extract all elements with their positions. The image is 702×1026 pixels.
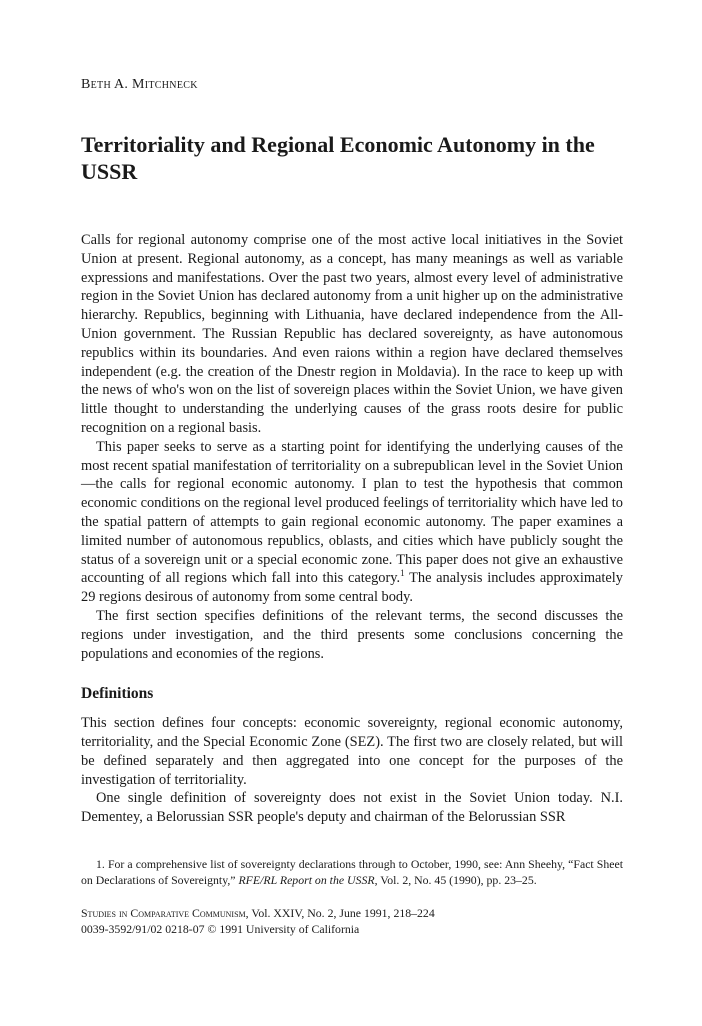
footnote-text-b: , Vol. 2, No. 45 (1990), pp. 23–25. bbox=[374, 873, 537, 887]
body-paragraph: This section defines four concepts: economic sovereignty, regional economic autonomy, territoriality, and the Special Economic Zone (SEZ). The first two are closely related, but will be defined separately and then aggregated into one concept for the purposes of the investigation of territoriality. bbox=[81, 715, 623, 788]
footnote-text-a: For a comprehensive list of sovereignty declarations through to October, 1990, see: Ann Sheehy, “Fact Sheet on Declarations of Sovereignty,” bbox=[81, 857, 623, 887]
body-paragraph bbox=[81, 438, 623, 607]
paragraph-text: The analysis includes approximately 29 regions desirous of autonomy from some central body. bbox=[81, 570, 623, 606]
footnote-text bbox=[81, 856, 623, 888]
footnote-number: 1. bbox=[96, 857, 108, 871]
footnote bbox=[81, 856, 623, 888]
article-title: Territoriality and Regional Economic Autonomy in the USSR bbox=[81, 132, 595, 184]
journal-name: Studies in Comparative Communism bbox=[81, 906, 246, 920]
journal-citation bbox=[81, 905, 623, 921]
journal-info bbox=[81, 905, 623, 937]
intro-paragraph: Calls for regional autonomy comprise one of the most active local initiatives in the Soviet Union at present. Regional autonomy, as a concept, has many meanings as well as variable expressions and manifestations. Over the past two years, almost every level of administrative region in the Soviet Union has declared autonomy from a unit higher up on the administrative hierarchy. Republics, beginning with Lithuania, have declared independence from the All-Union government. The Russian Republic has declared sovereignty, as have autonomous republics within its boundaries. And even raions within a region have declared themselves independent (e.g. the creation of the Dnestr region in Moldavia). In the race to keep up with the news of who's won on the list of sovereign places within the Soviet Union, we have given little thought to understanding the underlying causes of the grass roots desire for public recognition on a regional basis. bbox=[81, 232, 623, 436]
footnote-report-title: RFE/RL Report on the USSR bbox=[238, 873, 375, 887]
copyright-line: 0039-3592/91/02 0218-07 © 1991 University of California bbox=[81, 922, 360, 936]
body-paragraph: One single definition of sovereignty does not exist in the Soviet Union today. N.I. Dementey, a Belorussian SSR people's deputy and chairman of the Belorussian SSR bbox=[81, 790, 623, 826]
article-body bbox=[81, 231, 623, 827]
paragraph-text: This paper seeks to serve as a starting point for identifying the underlying causes of the most recent spatial manifestation of territoriality on a subrepublican level in the Soviet Union—the calls for regional economic autonomy. I plan to test the hypothesis that common economic conditions on the regional level produced feelings of territoriality which have led to the spatial pattern of attempts to gain regional economic autonomy. The paper examines a limited number of autonomous republics, oblasts, and cities which have publicly sought the status of a sovereign unit or a special economic zone. This paper does not give an exhaustive accounting of all regions which fall into this category. bbox=[81, 438, 623, 587]
section-heading: Definitions bbox=[81, 685, 154, 703]
footnote-marker[interactable]: 1 bbox=[400, 568, 405, 579]
journal-issue: , Vol. XXIV, No. 2, June 1991, 218–224 bbox=[245, 906, 435, 920]
author-name: Beth A. Mitchneck bbox=[81, 77, 198, 92]
body-paragraph: The first section specifies definitions of the relevant terms, the second discusses the regions under investigation, and the third presents some conclusions concerning the populations and economies of the regions. bbox=[81, 607, 623, 662]
